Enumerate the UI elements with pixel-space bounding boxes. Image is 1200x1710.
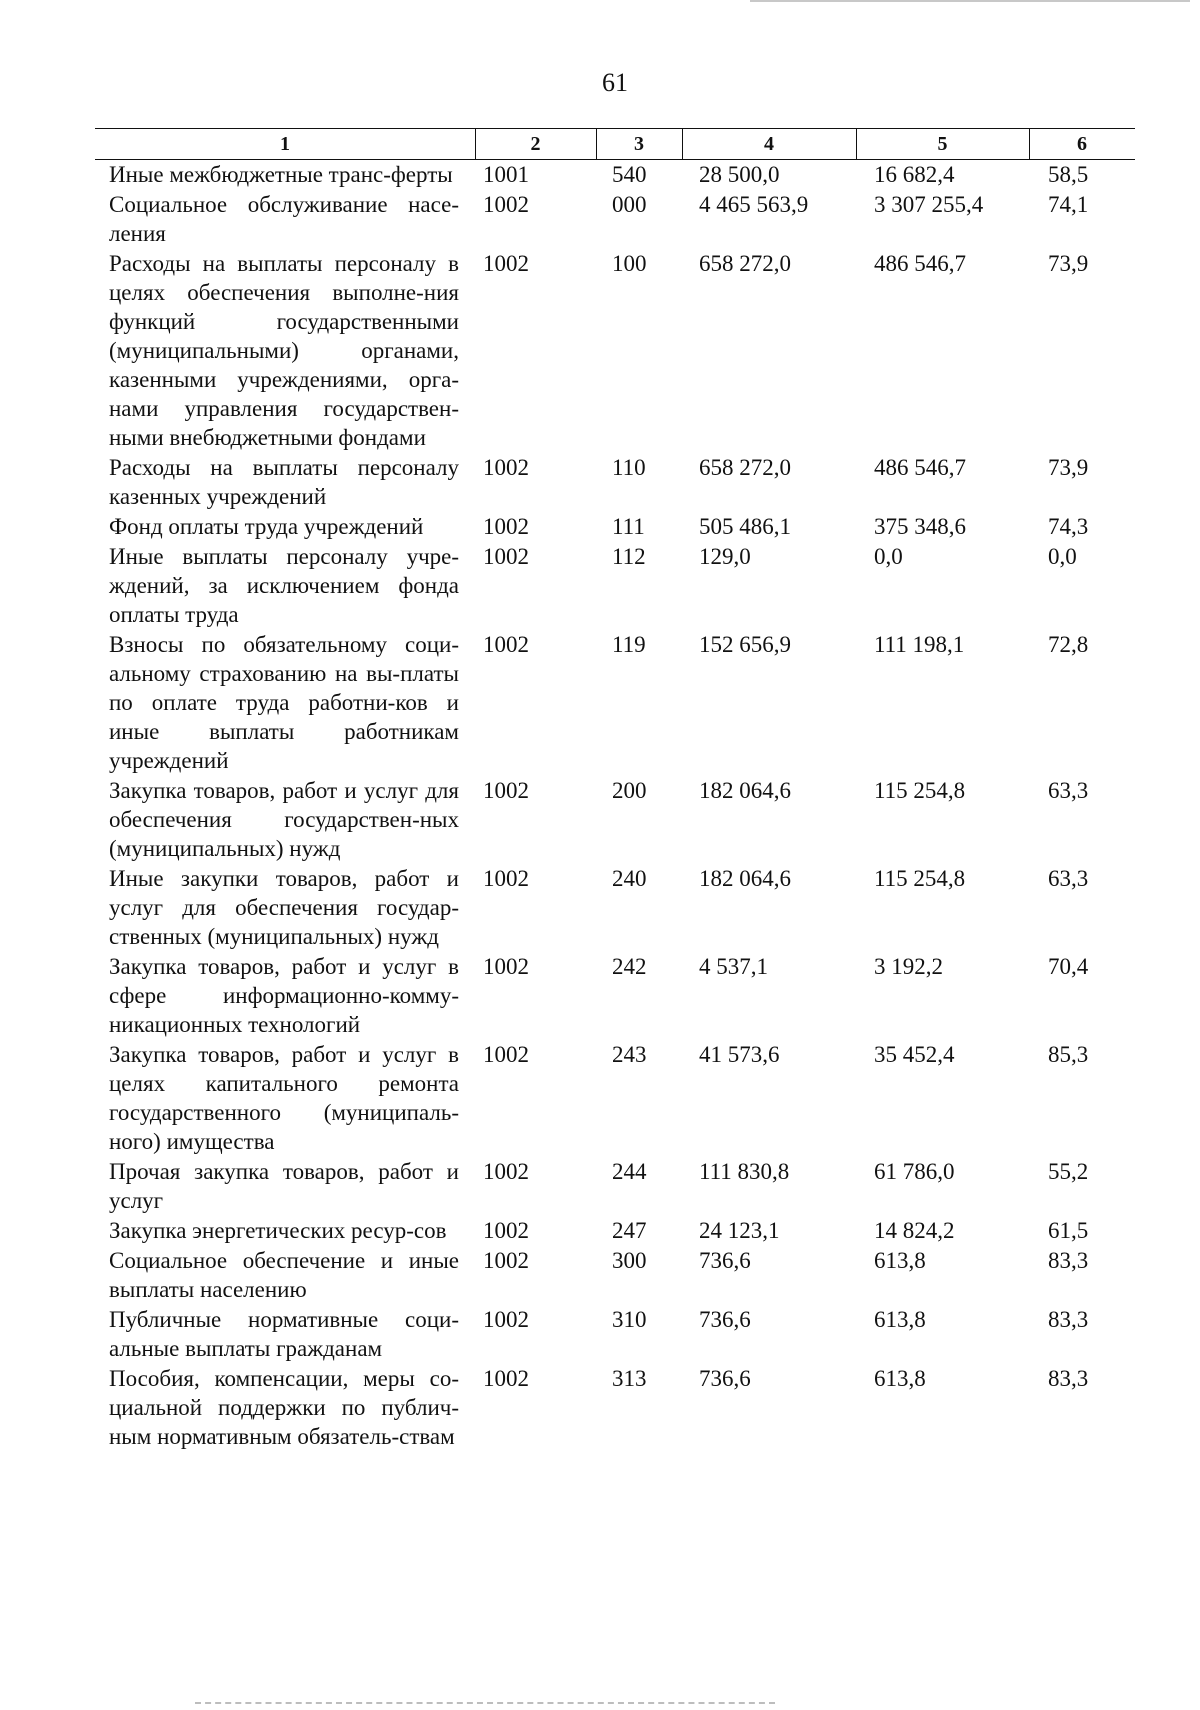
row-value-4: 41 573,6: [699, 1042, 780, 1067]
row-expense-type: 243: [612, 1042, 647, 1067]
row-expense-type: 540: [612, 162, 647, 187]
row-name: Закупка товаров, работ и услуг в целях капитального ремонта государственного (муниципаль-ного) имущества: [109, 1042, 459, 1154]
table-row: [95, 1040, 1135, 1156]
row-expense-type: 313: [612, 1366, 647, 1391]
row-section-code: 1002: [483, 1307, 529, 1332]
row-expense-type: 240: [612, 866, 647, 891]
row-value-6: 55,2: [1048, 1159, 1089, 1184]
row-expense-type: 110: [612, 455, 646, 480]
row-expense-type: 244: [612, 1159, 647, 1184]
row-value-4: 658 272,0: [699, 455, 791, 480]
row-name: Расходы на выплаты персоналу в целях обеспечения выполне-ния функций государственными (муниципальными) органами, казенными учреждениями, орга-нами управления государствен-ными внебюджетными фондами: [109, 251, 459, 450]
table-row: [95, 1305, 1135, 1363]
row-value-5: 35 452,4: [874, 1042, 955, 1067]
row-value-6: 73,9: [1048, 251, 1089, 276]
row-value-6: 83,3: [1048, 1366, 1089, 1391]
row-value-4: 505 486,1: [699, 514, 791, 539]
row-name: Взносы по обязательному соци-альному страхованию на вы-платы по оплате труда работни-ков и иные выплаты работникам учреждений: [109, 632, 459, 773]
table-row: [95, 542, 1135, 629]
table-row: [95, 1246, 1135, 1304]
row-expense-type: 247: [612, 1218, 647, 1243]
row-value-4: 4 537,1: [699, 954, 768, 979]
row-value-5: 613,8: [874, 1307, 926, 1332]
row-section-code: 1001: [483, 162, 529, 187]
row-value-5: 613,8: [874, 1366, 926, 1391]
row-section-code: 1002: [483, 514, 529, 539]
row-value-5: 3 192,2: [874, 954, 943, 979]
table-body: [95, 160, 1135, 1451]
scan-bottom-rule: [195, 1702, 775, 1707]
row-value-4: 182 064,6: [699, 866, 791, 891]
row-value-5: 115 254,8: [874, 866, 966, 891]
row-expense-type: 000: [612, 192, 647, 217]
row-expense-type: 112: [612, 544, 646, 569]
table-row: [95, 453, 1135, 511]
row-expense-type: 111: [612, 514, 645, 539]
row-expense-type: 300: [612, 1248, 647, 1273]
table-row: [95, 512, 1135, 541]
row-value-5: 61 786,0: [874, 1159, 955, 1184]
row-value-6: 63,3: [1048, 866, 1089, 891]
row-value-6: 58,5: [1048, 162, 1089, 187]
row-value-4: 24 123,1: [699, 1218, 780, 1243]
row-value-4: 129,0: [699, 544, 751, 569]
row-expense-type: 200: [612, 778, 647, 803]
row-section-code: 1002: [483, 632, 529, 657]
row-value-5: 613,8: [874, 1248, 926, 1273]
row-name: Закупка товаров, работ и услуг в сфере информационно-комму-никационных технологий: [109, 954, 459, 1037]
row-name: Публичные нормативные соци-альные выплаты гражданам: [109, 1307, 459, 1361]
table-row: [95, 952, 1135, 1039]
row-value-5: 14 824,2: [874, 1218, 955, 1243]
row-name: Закупка товаров, работ и услуг для обеспечения государствен-ных (муниципальных) нужд: [109, 778, 459, 861]
row-section-code: 1002: [483, 544, 529, 569]
row-expense-type: 242: [612, 954, 647, 979]
table-row: [95, 776, 1135, 863]
row-value-5: 111 198,1: [874, 632, 965, 657]
row-section-code: 1002: [483, 192, 529, 217]
row-value-6: 73,9: [1048, 455, 1089, 480]
row-value-5: 115 254,8: [874, 778, 966, 803]
row-name: Иные закупки товаров, работ и услуг для обеспечения государ-ственных (муниципальных) нужд: [109, 866, 459, 949]
header-col-1: 1: [95, 129, 476, 159]
row-value-5: 0,0: [874, 544, 903, 569]
row-section-code: 1002: [483, 1218, 529, 1243]
row-name: Иные выплаты персоналу учре-ждений, за исключением фонда оплаты труда: [109, 544, 459, 627]
table-row: [95, 249, 1135, 452]
row-name: Социальное обеспечение и иные выплаты населению: [109, 1248, 459, 1302]
row-value-4: 658 272,0: [699, 251, 791, 276]
row-value-4: 152 656,9: [699, 632, 791, 657]
budget-table: [95, 128, 1135, 1451]
row-section-code: 1002: [483, 954, 529, 979]
row-value-6: 83,3: [1048, 1307, 1089, 1332]
row-value-6: 74,1: [1048, 192, 1089, 217]
header-col-5: 5: [856, 129, 1030, 159]
row-name: Расходы на выплаты персоналу казенных учреждений: [109, 455, 459, 509]
table-row: [95, 1216, 1135, 1245]
row-value-4: 182 064,6: [699, 778, 791, 803]
row-name: Прочая закупка товаров, работ и услуг: [109, 1159, 459, 1213]
row-value-5: 16 682,4: [874, 162, 955, 187]
row-section-code: 1002: [483, 1042, 529, 1067]
row-expense-type: 119: [612, 632, 646, 657]
row-value-4: 736,6: [699, 1307, 751, 1332]
row-value-6: 63,3: [1048, 778, 1089, 803]
row-name: Социальное обслуживание насе-ления: [109, 192, 459, 246]
row-value-5: 375 348,6: [874, 514, 966, 539]
table-row: [95, 190, 1135, 248]
row-expense-type: 310: [612, 1307, 647, 1332]
row-section-code: 1002: [483, 1248, 529, 1273]
row-section-code: 1002: [483, 1159, 529, 1184]
header-col-3: 3: [596, 129, 683, 159]
row-value-4: 28 500,0: [699, 162, 780, 187]
row-value-4: 111 830,8: [699, 1159, 790, 1184]
row-value-6: 0,0: [1048, 544, 1077, 569]
table-row: [95, 1157, 1135, 1215]
row-name: Закупка энергетических ресур-сов: [109, 1218, 447, 1243]
table-header: [95, 128, 1135, 160]
row-name: Пособия, компенсации, меры со-циальной поддержки по публич-ным нормативным обязатель-ствам: [109, 1366, 459, 1449]
row-value-5: 486 546,7: [874, 251, 966, 276]
page-number: 61: [602, 68, 628, 97]
row-value-6: 74,3: [1048, 514, 1089, 539]
table-row: [95, 160, 1135, 189]
row-name: Иные межбюджетные транс-ферты: [109, 162, 453, 187]
header-col-4: 4: [682, 129, 857, 159]
row-value-6: 70,4: [1048, 954, 1089, 979]
row-value-4: 4 465 563,9: [699, 192, 809, 217]
row-value-6: 83,3: [1048, 1248, 1089, 1273]
header-col-6: 6: [1077, 133, 1087, 155]
scan-top-rule: [750, 0, 1190, 2]
row-value-4: 736,6: [699, 1366, 751, 1391]
row-section-code: 1002: [483, 251, 529, 276]
table-row: [95, 1364, 1135, 1451]
row-section-code: 1002: [483, 455, 529, 480]
row-value-5: 486 546,7: [874, 455, 966, 480]
row-name: Фонд оплаты труда учреждений: [109, 514, 424, 539]
row-value-6: 85,3: [1048, 1042, 1089, 1067]
row-expense-type: 100: [612, 251, 647, 276]
row-value-5: 3 307 255,4: [874, 192, 984, 217]
table-row: [95, 864, 1135, 951]
table-row: [95, 630, 1135, 775]
row-section-code: 1002: [483, 778, 529, 803]
row-value-6: 72,8: [1048, 632, 1089, 657]
row-section-code: 1002: [483, 866, 529, 891]
row-section-code: 1002: [483, 1366, 529, 1391]
header-col-2: 2: [475, 129, 597, 159]
row-value-4: 736,6: [699, 1248, 751, 1273]
row-value-6: 61,5: [1048, 1218, 1089, 1243]
